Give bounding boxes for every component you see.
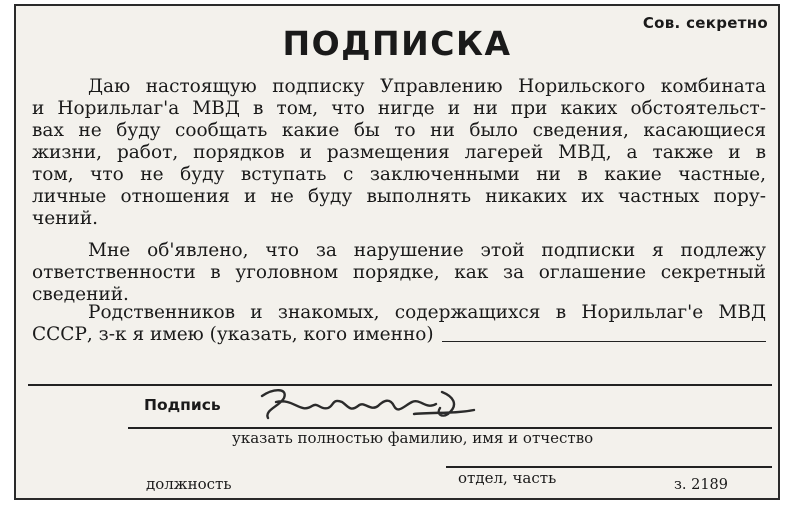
text-line: Даю настоящую подписку Управлению Норильского комбината	[88, 76, 766, 97]
relatives-field-row	[32, 324, 766, 346]
handwritten-signature	[254, 384, 484, 426]
text-line: вах не буду сообщать какие бы то ни было сведения, касающиеся	[32, 120, 766, 141]
text-line: чений.	[32, 208, 99, 229]
form-number: з. 2189	[673, 477, 728, 493]
classification-stamp: Сов. секретно	[642, 14, 768, 32]
form-title: ПОДПИСКА	[282, 24, 512, 63]
paragraph-liability	[32, 240, 766, 306]
paragraph-nondisclosure	[32, 76, 766, 230]
paragraph-relatives	[32, 302, 766, 346]
text-line: и Норильлаг'а МВД в том, что нигде и ни при каких обстоятельст-	[32, 98, 766, 119]
department-line	[446, 466, 772, 468]
text-line: СССР, з-к я имею (указать, кого именно)	[32, 324, 434, 345]
text-line: том, что не буду вступать с заключенными ни в какие частные,	[32, 164, 766, 185]
text-line: жизни, работ, порядков и размещения лагерей МВД, а также и в	[32, 142, 766, 163]
text-line: личные отношения и не буду выполнять никаких их частных пору-	[32, 186, 766, 207]
text-line: ответственности в уголовном порядке, как за оглашение секретный	[32, 262, 766, 283]
text-line: Мне об'явлено, что за нарушение этой подписки я подлежу	[88, 240, 766, 261]
text-line: сведений.	[32, 284, 129, 305]
position-caption: должность	[146, 475, 232, 493]
fullname-caption: указать полностью фамилию, имя и отчество	[232, 429, 594, 447]
signature-label: Подпись	[144, 396, 221, 414]
nondisclosure-form	[14, 4, 780, 500]
department-caption: отдел, часть	[458, 469, 557, 487]
relatives-fill-line	[442, 341, 766, 342]
text-line: Родственников и знакомых, содержащихся в Норильлаг'е МВД	[88, 302, 766, 323]
